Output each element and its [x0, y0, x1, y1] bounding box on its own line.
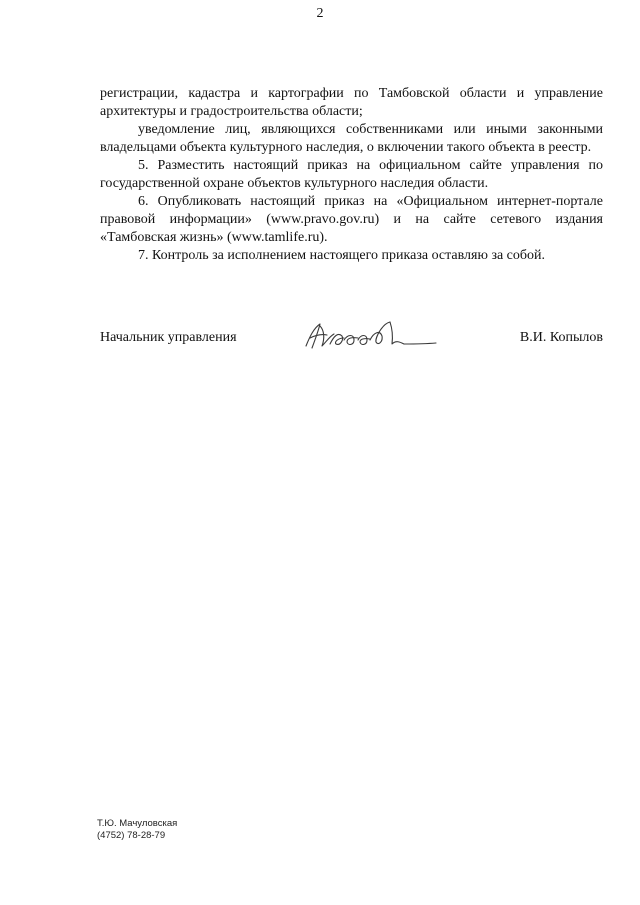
executor-name: Т.Ю. Мачуловская — [97, 818, 178, 829]
signatory-position: Начальник управления — [100, 330, 237, 345]
paragraph-owner-notification: уведомление лиц, являющихся собственниками или иными законными владельцами объекта культурного наследия, о включении такого объекта в реестр. — [100, 122, 603, 155]
executor-contact — [97, 818, 177, 842]
page-number: 2 — [316, 6, 324, 21]
signature-block — [100, 318, 603, 358]
paragraph-item-7: 7. Контроль за исполнением настоящего приказа оставляю за собой. — [138, 248, 546, 263]
paragraph-item-6: 6. Опубликовать настоящий приказ на «Официальном интернет-портале правовой информации» (www.pravo.gov.ru) и на сайте сетевого издания «Тамбовская жизнь» (www.tamlife.ru). — [100, 194, 603, 245]
handwritten-signature — [300, 318, 440, 354]
executor-phone: (4752) 78-28-79 — [97, 830, 166, 841]
signatory-name: В.И. Копылов — [519, 330, 603, 345]
paragraph-registration-continuation: регистрации, кадастра и картографии по Тамбовской области и управление архитектуры и градостроительства области; — [100, 86, 603, 119]
paragraph-item-5: 5. Разместить настоящий приказ на официальном сайте управления по государственной охране объектов культурного наследия области. — [100, 158, 603, 191]
document-body — [100, 85, 603, 265]
